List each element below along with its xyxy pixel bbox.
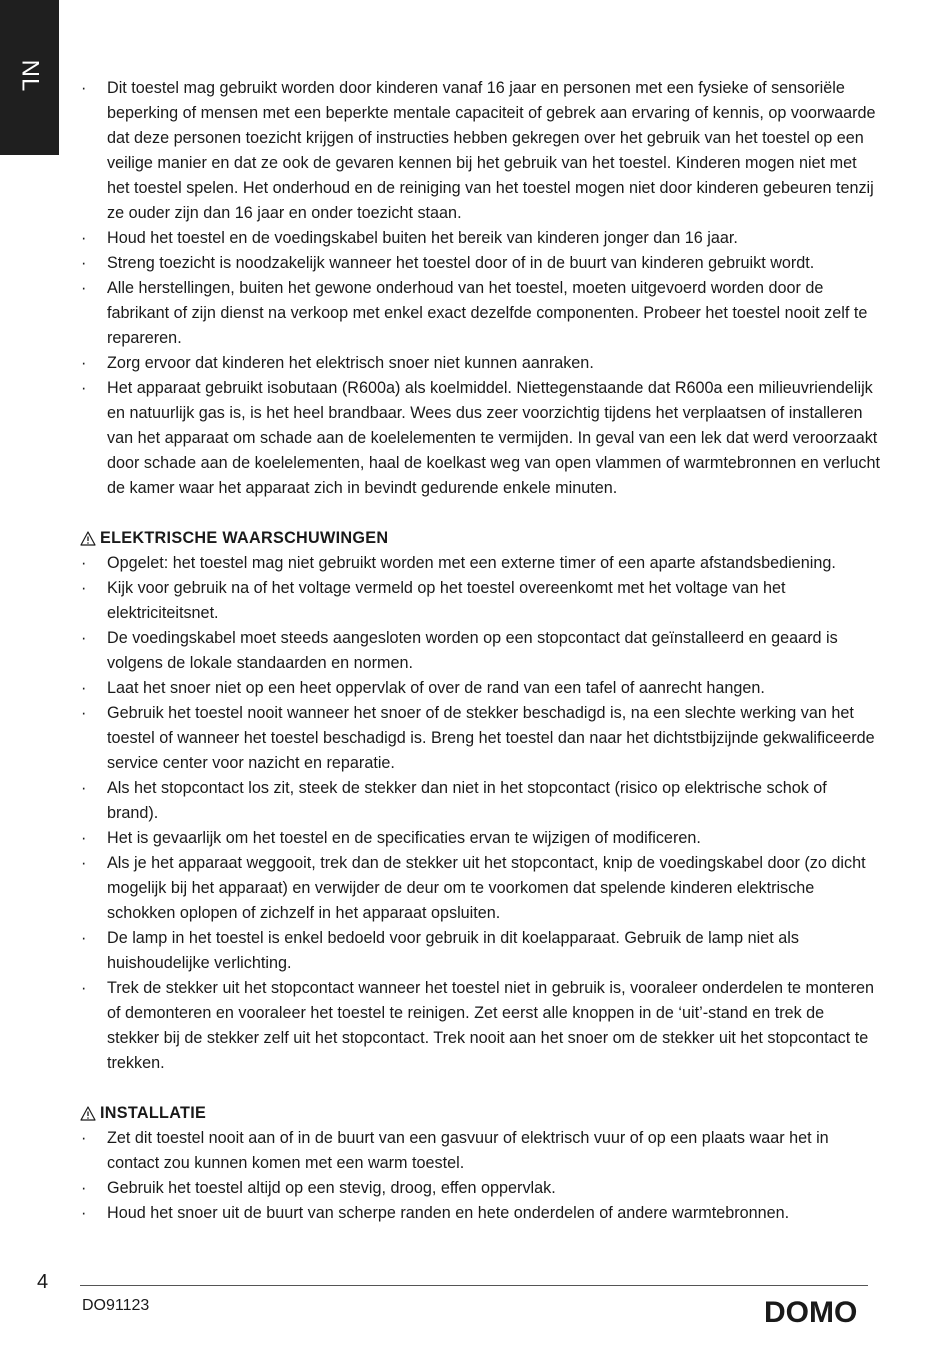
model-code: DO91123 <box>82 1297 150 1314</box>
list-item: · Houd het snoer uit de buurt van scherpe randen en hete onderdelen of andere warmtebronnen. <box>80 1201 880 1226</box>
footer-divider <box>80 1285 868 1286</box>
list-item: · Het apparaat gebruikt isobutaan (R600a) als koelmiddel. Niettegenstaande dat R600a een milieuvriendelijk en natuurlijk gas is, is het heel brandbaar. Wees dus zeer voorzichtig tijdens het verplaatsen of installeren van het apparaat om schade aan de koelelementen te vermijden. In geval van een lek dat werd veroorzaakt door schade aan de koelelementen, haal de koelkast weg van open vlammen of warmtebronnen en verlucht de kamer waar het apparaat zich in bevindt gedurende enkele minuten. <box>80 376 880 501</box>
list-item: · Alle herstellingen, buiten het gewone onderhoud van het toestel, moeten uitgevoerd worden door de fabrikant of zijn dienst na verkoop met enkel exact dezelfde componenten. Probeer het toestel nooit zelf te repareren. <box>80 276 880 351</box>
language-label: NL <box>16 59 44 93</box>
list-item: · De voedingskabel moet steeds aangesloten worden op een stopcontact dat geïnstalleerd en geaard is volgens de lokale standaarden en normen. <box>80 626 880 676</box>
list-item: · Als het stopcontact los zit, steek de stekker dan niet in het stopcontact (risico op elektrische schok of brand). <box>80 776 880 826</box>
electrical-warnings-list <box>80 551 880 1076</box>
list-item: · Gebruik het toestel altijd op een stevig, droog, effen oppervlak. <box>80 1176 880 1201</box>
page-content <box>80 76 880 1226</box>
page-number: 4 <box>37 1271 49 1293</box>
list-item: · Zorg ervoor dat kinderen het elektrisch snoer niet kunnen aanraken. <box>80 351 880 376</box>
warning-icon <box>80 531 96 546</box>
list-item: · Dit toestel mag gebruikt worden door kinderen vanaf 16 jaar en personen met een fysieke of sensoriële beperking of mensen met een beperkte mentale capaciteit of gebrek aan ervaring of kennis, op voorwaarde dat deze personen toezicht krijgen of instructies hebben gekregen over het gebruik van het toestel op een veilige manier en dat ze ook de gevaren kennen bij het gebruik van het toestel. Kinderen mogen niet met het toestel spelen. Het onderhoud en de reiniging van het toestel mogen niet door kinderen gebeuren tenzij ze ouder zijn dan 16 jaar en onder toezicht staan. <box>80 76 880 226</box>
list-item: · De lamp in het toestel is enkel bedoeld voor gebruik in dit koelapparaat. Gebruik de lamp niet als huishoudelijke verlichting. <box>80 926 880 976</box>
list-item: · Trek de stekker uit het stopcontact wanneer het toestel niet in gebruik is, vooraleer onderdelen te monteren of demonteren en vooraleer het toestel te reinigen. Zet eerst alle knoppen in de ‘uit’-stand en trek de stekker bij de stekker zelf uit het stopcontact. Trek nooit aan het snoer om de stekker uit het stopcontact te trekken. <box>80 976 880 1076</box>
list-item: · Als je het apparaat weggooit, trek dan de stekker uit het stopcontact, knip de voedingskabel door (zo dicht mogelijk bij het apparaat) en verwijder de deur om te voorkomen dat spelende kinderen elektrische schokken oplopen of zichzelf in het apparaat opsluiten. <box>80 851 880 926</box>
list-item: · Zet dit toestel nooit aan of in de buurt van een gasvuur of elektrisch vuur of op een plaats waar het in contact zou kunnen komen met een warm toestel. <box>80 1126 880 1176</box>
section-heading-installation <box>80 1101 880 1126</box>
list-item: · Opgelet: het toestel mag niet gebruikt worden met een externe timer of een aparte afstandsbediening. <box>80 551 880 576</box>
list-item: · Streng toezicht is noodzakelijk wanneer het toestel door of in de buurt van kinderen gebruikt wordt. <box>80 251 880 276</box>
list-item: · Kijk voor gebruik na of het voltage vermeld op het toestel overeenkomt met het voltage van het elektriciteitsnet. <box>80 576 880 626</box>
section-heading-electrical <box>80 526 880 551</box>
list-item: · Het is gevaarlijk om het toestel en de specificaties ervan te wijzigen of modificeren. <box>80 826 880 851</box>
installation-list <box>80 1126 880 1226</box>
brand-logo: DOMO <box>764 1296 858 1329</box>
list-item: · Houd het toestel en de voedingskabel buiten het bereik van kinderen jonger dan 16 jaar. <box>80 226 880 251</box>
section-heading-label: ELEKTRISCHE WAARSCHUWINGEN <box>100 529 389 547</box>
intro-safety-list <box>80 76 880 501</box>
language-tab <box>0 0 59 155</box>
list-item: · Laat het snoer niet op een heet oppervlak of over de rand van een tafel of aanrecht hangen. <box>80 676 880 701</box>
list-item: · Gebruik het toestel nooit wanneer het snoer of de stekker beschadigd is, na een slechte werking van het toestel of wanneer het toestel beschadigd is. Breng het toestel dan naar het dichtstbijzijnde gekwalificeerde service center voor nazicht en reparatie. <box>80 701 880 776</box>
section-heading-label: INSTALLATIE <box>100 1104 207 1122</box>
warning-icon <box>80 1106 96 1121</box>
